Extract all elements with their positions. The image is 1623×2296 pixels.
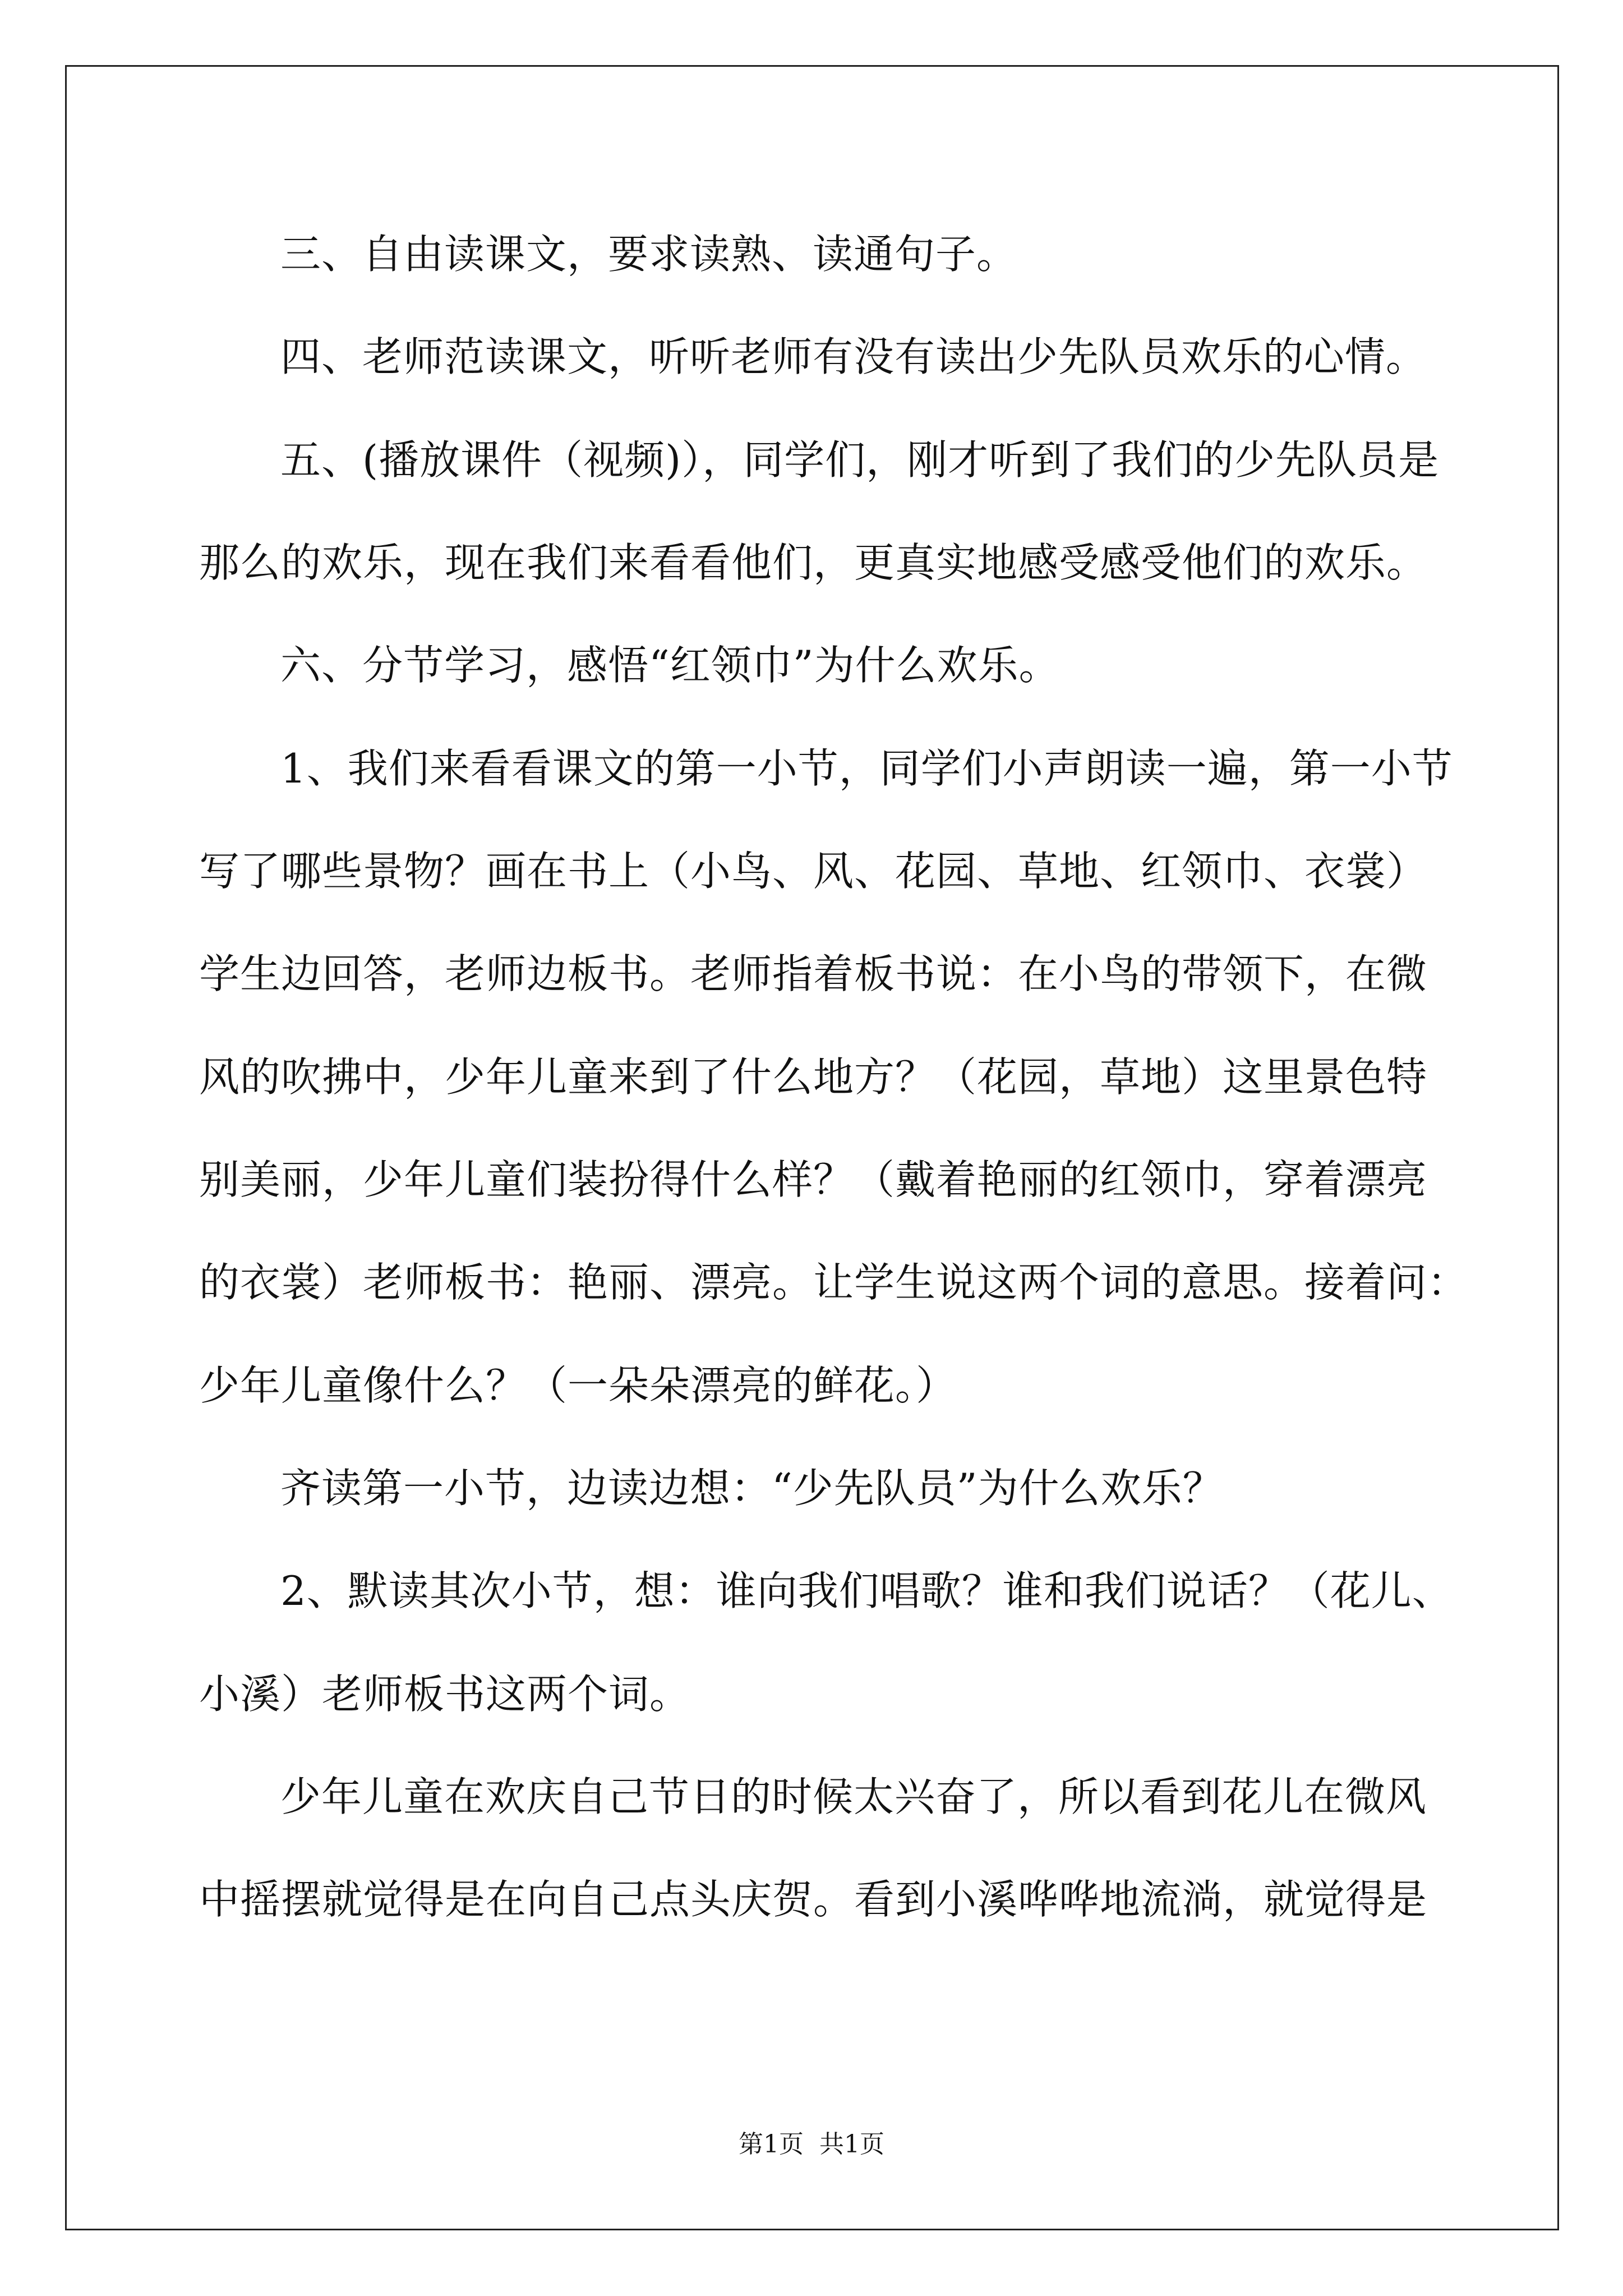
paragraph-line: 那么的欢乐，现在我们来看看他们，更真实地感受感受他们的欢乐。 xyxy=(199,539,1428,586)
page-footer xyxy=(0,2128,1623,2161)
page-number: 第1页 xyxy=(739,2130,804,2159)
paragraph-line: 五、(播放课件（视频)），同学们，刚才听到了我们的少先队员是 xyxy=(280,436,1440,484)
paragraph-line: 少年儿童像什么？（一朵朵漂亮的鲜花。） xyxy=(199,1362,957,1409)
paragraph-line: 写了哪些景物？画在书上（小鸟、风、花园、草地、红领巾、衣裳） xyxy=(199,848,1428,895)
paragraph-line: 2、默读其次小节，想：谁向我们唱歌？谁和我们说话？（花儿、 xyxy=(280,1567,1453,1614)
paragraph-line: 四、老师范读课文，听听老师有没有读出少先队员欢乐的心情。 xyxy=(280,333,1427,380)
paragraph-line: 三、自由读课文，要求读熟、读通句子。 xyxy=(280,231,1018,278)
paragraph-line: 的衣裳）老师板书：艳丽、漂亮。让学生说这两个词的意思。接着问： xyxy=(199,1259,1469,1306)
paragraph-line: 小溪）老师板书这两个词。 xyxy=(199,1671,691,1718)
paragraph-line: 别美丽，少年儿童们装扮得什么样？（戴着艳丽的红领巾，穿着漂亮 xyxy=(199,1156,1428,1203)
page-total: 共1页 xyxy=(819,2130,884,2159)
paragraph-line: 六、分节学习，感悟“红领巾”为什么欢乐。 xyxy=(280,642,1060,689)
paragraph-line: 1、我们来看看课文的第一小节，同学们小声朗读一遍，第一小节 xyxy=(280,745,1453,792)
paragraph-line: 风的吹拂中，少年儿童来到了什么地方？（花园，草地）这里景色特 xyxy=(199,1053,1428,1101)
paragraph-line: 中摇摆就觉得是在向自己点头庆贺。看到小溪哗哗地流淌，就觉得是 xyxy=(199,1876,1428,1923)
paragraph-line: 少年儿童在欢庆自己节日的时候太兴奋了，所以看到花儿在微风 xyxy=(280,1773,1427,1820)
paragraph-line: 齐读第一小节，边读边想：“少先队员”为什么欢乐？ xyxy=(280,1465,1224,1512)
paragraph-line: 学生边回答，老师边板书。老师指着板书说：在小鸟的带领下，在微 xyxy=(199,950,1428,997)
